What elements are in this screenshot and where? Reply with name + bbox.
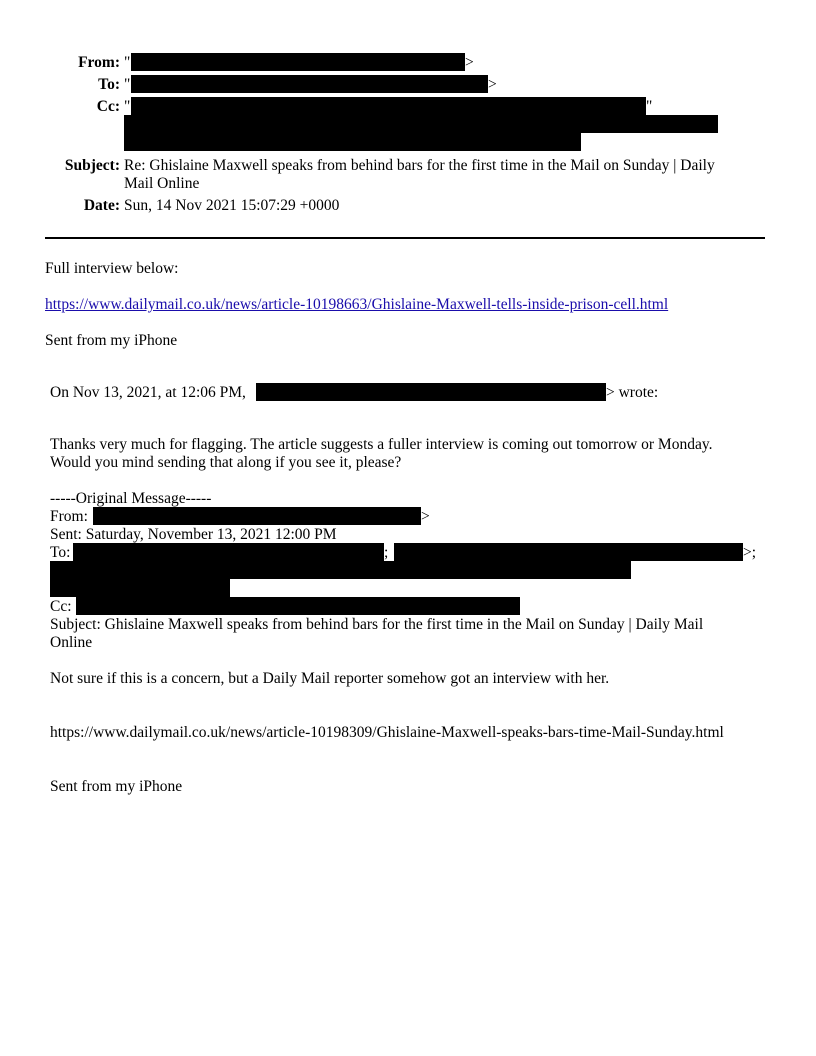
cc-open-quote: " bbox=[124, 98, 131, 115]
to-label: To: bbox=[98, 76, 120, 93]
orig-article-url: https://www.dailymail.co.uk/news/article-10198309/Ghislaine-Maxwell-speaks-bars-time-Mail-Sunday.html bbox=[50, 724, 724, 741]
orig-body-text: Not sure if this is a concern, but a Daily Mail reporter somehow got an interview with her. bbox=[50, 670, 610, 687]
reply-line-2: Would you mind sending that along if you see it, please? bbox=[50, 454, 402, 471]
to-close: > bbox=[488, 76, 497, 93]
date-label: Date: bbox=[83, 197, 120, 214]
redaction-box bbox=[73, 543, 384, 561]
orig-subject-line1: Subject: Ghislaine Maxwell speaks from behind bars for the first time in the Mail on Sunday | Daily Mail bbox=[50, 616, 704, 633]
cc-close-quote: " bbox=[646, 98, 653, 115]
redaction-box bbox=[394, 543, 743, 561]
subject-value-line1: Re: Ghislaine Maxwell speaks from behind bars for the first time in the Mail on Sunday | Daily bbox=[124, 157, 715, 174]
header-divider bbox=[45, 237, 765, 239]
date-value: Sun, 14 Nov 2021 15:07:29 +0000 bbox=[124, 197, 340, 214]
orig-from-label: From: bbox=[50, 508, 88, 525]
redaction-box bbox=[124, 115, 718, 133]
from-close: > bbox=[465, 54, 474, 71]
redaction-box bbox=[256, 383, 606, 401]
signature: Sent from my iPhone bbox=[45, 332, 178, 349]
interview-link[interactable]: https://www.dailymail.co.uk/news/article-10198663/Ghislaine-Maxwell-tells-inside-prison-cell.html bbox=[45, 296, 669, 313]
subject-label: Subject: bbox=[64, 157, 120, 174]
original-message-header: -----Original Message----- bbox=[50, 490, 212, 507]
orig-sent: Sent: Saturday, November 13, 2021 12:00 PM bbox=[50, 526, 337, 543]
redaction-box bbox=[50, 561, 631, 579]
intro-text: Full interview below: bbox=[45, 260, 179, 277]
to-open-quote: " bbox=[124, 76, 131, 93]
redaction-box bbox=[131, 75, 488, 93]
orig-cc-label: Cc: bbox=[50, 598, 72, 615]
cc-label: Cc: bbox=[96, 98, 120, 115]
redaction-box bbox=[131, 53, 465, 71]
from-open-quote: " bbox=[124, 54, 131, 71]
redaction-box bbox=[131, 97, 646, 115]
orig-to-separator: ; bbox=[384, 544, 389, 561]
reply-line-1: Thanks very much for flagging. The article suggests a fuller interview is coming out tomorrow or Monday. bbox=[50, 436, 713, 453]
orig-to-label: To: bbox=[50, 544, 71, 561]
from-label: From: bbox=[78, 54, 120, 71]
redaction-box bbox=[93, 507, 421, 525]
orig-from-close: > bbox=[421, 508, 430, 525]
redaction-box bbox=[76, 597, 520, 615]
orig-to-close: >; bbox=[743, 544, 757, 561]
quote-intro: On Nov 13, 2021, at 12:06 PM, bbox=[50, 384, 246, 401]
orig-signature: Sent from my iPhone bbox=[50, 778, 183, 795]
redaction-box bbox=[50, 579, 230, 597]
redaction-box bbox=[124, 133, 581, 151]
subject-value-line2: Mail Online bbox=[124, 175, 200, 192]
orig-subject-line2: Online bbox=[50, 634, 93, 651]
quote-intro-suffix: > wrote: bbox=[606, 384, 659, 401]
